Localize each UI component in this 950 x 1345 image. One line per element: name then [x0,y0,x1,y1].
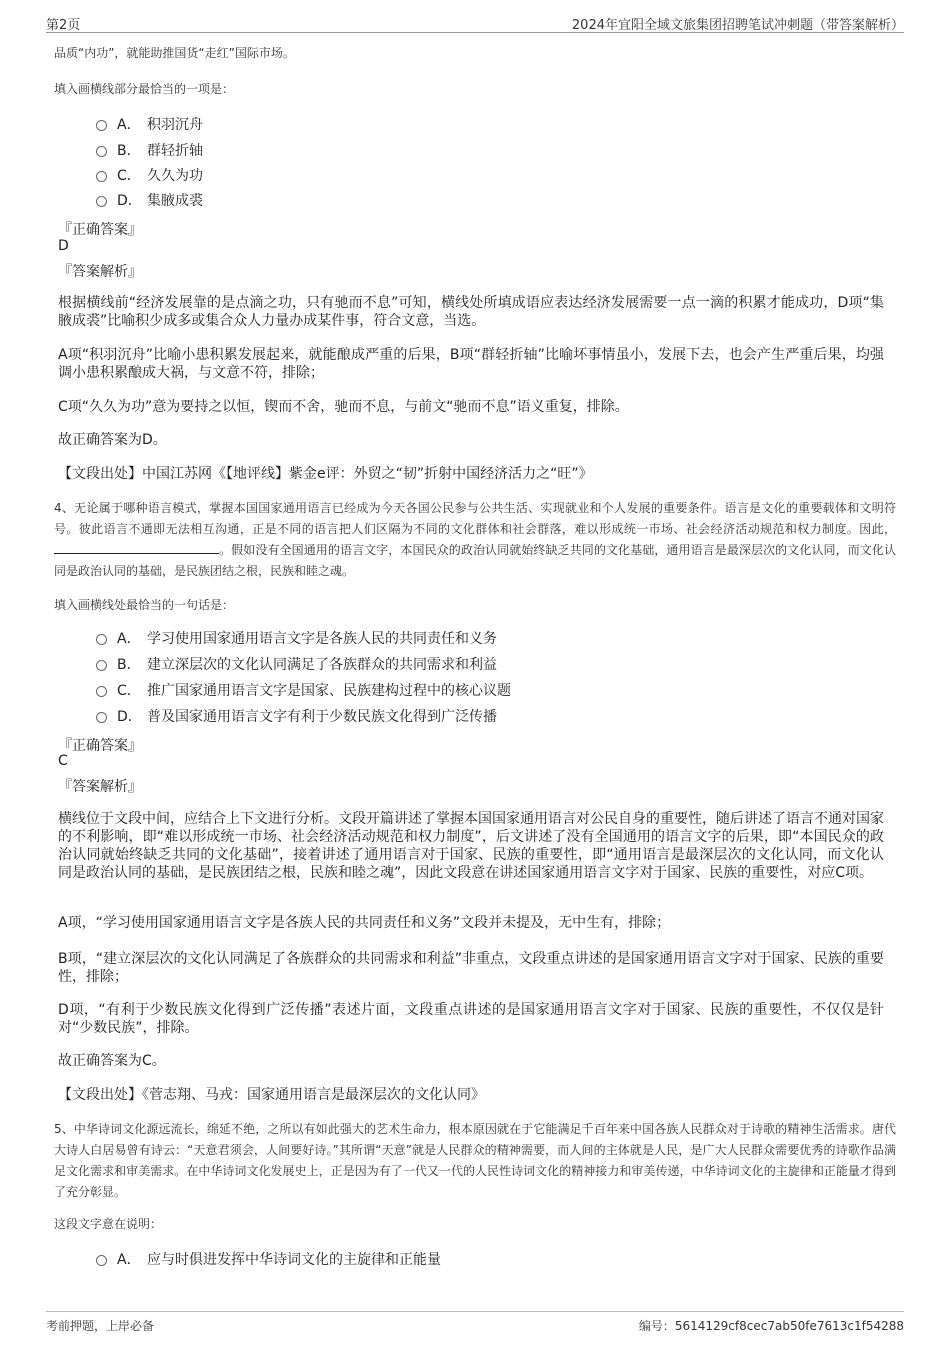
radio-icon[interactable] [96,712,107,723]
q3-source: 【文段出处】中国江苏网《【地评线】紫金e评：外贸之“韧”折射中国经济活力之“旺”》 [58,466,593,482]
q4-option-c[interactable]: C． 推广国家通用语言文字是国家、民族建构过程中的核心议题 [96,680,511,700]
q4-stem: 4、无论属于哪种语言模式，掌握本国国家通用语言已经成为今天各国公民参与公共生活、实现就业和个人发展的重要条件。语言是文化的重要载体和文明符号。彼此语言不通即无法相互沟通，正是不同的语言把人们区隔为不同的文化群体和社会群落，难以形成统一市场、社会经济活动规范和权力制度。因此，。假如没有全国通用的语言文字，本国民众的政治认同就始终缺乏共同的文化基础，通用语言是最深层次的文化认同，而文化认同是政治认同的基础，是民族团结之根，民族和睦之魂。 [54,501,896,578]
radio-icon[interactable] [96,196,107,207]
q4-answer-label: 『正确答案』 [58,738,142,754]
radio-icon[interactable] [96,146,107,157]
fill-blank [54,541,219,554]
q3-analysis-p4: 故正确答案为D。 [58,432,167,448]
radio-icon[interactable] [96,171,107,182]
q4-prompt: 填入画横线处最恰当的一句话是： [54,598,235,612]
q3-analysis-p2: A项“积羽沉舟”比喻小患积累发展起来，就能酿成严重的后果，B项“群轻折轴”比喻坏事情虽小，发展下去，也会产生严重后果，均强调小患积累酿成大祸，与文意不符，排除； [58,347,884,381]
document-id: 编号：5614129cf8cec7ab50fe7613c1f54288 [638,1319,904,1333]
q3-analysis-p3: C项“久久为功”意为要持之以恒，锲而不舍，驰而不息，与前文“驰而不息”语义重复，排除。 [58,399,629,415]
q3-option-a[interactable]: A． 积羽沉舟 [96,114,203,134]
q5-stem: 5、中华诗词文化源远流长，绵延不绝，之所以有如此强大的艺术生命力，根本原因就在于它能满足千百年来中国各族人民群众对于诗歌的精神生活需求。唐代大诗人白居易曾有诗云：“天意君须会，人间要好诗。”其所谓“天意”就是人民群众的精神需要，而人间的主体就是人民，是广大人民群众需要优秀的诗歌作品满足文化需求和审美需求。在中华诗词文化发展史上，正是因为有了一代又一代的人民性诗词文化的精神接力和审美传递，中华诗词文化的主旋律和正能量才得到了充分彰显。 [54,1122,896,1199]
radio-icon[interactable] [96,120,107,131]
q5-prompt: 这段文字意在说明： [54,1217,163,1231]
q3-option-d[interactable]: D． 集腋成裘 [96,190,203,210]
previous-stem-fragment: 品质“内功”，就能助推国货“走红”国际市场。 [54,46,295,60]
q4-analysis-p1: 横线位于文段中间，应结合上下文进行分析。文段开篇讲述了掌握本国国家通用语言对公民自身的重要性，随后讲述了语言不通对国家的不利影响，即“难以形成统一市场、社会经济活动规范和权力制度”，后文讲述了没有全国通用的语言文字的后果，即“本国民众的政治认同就始终缺乏共同的文化基础”，接着讲述了通用语言对于国家、民族的重要性，即“通用语言是最深层次的文化认同，而文化认同是政治认同的基础，是民族团结之根，民族和睦之魂”，因此文段意在讲述国家通用语言文字对于国家、民族的重要性，对应C项。 [58,811,884,881]
q4-analysis-p5: 故正确答案为C。 [58,1053,166,1069]
q4-analysis-label: 『答案解析』 [58,779,142,795]
q3-answer-label: 『正确答案』 [58,222,142,238]
radio-icon[interactable] [96,634,107,645]
q4-answer: C [58,753,68,769]
radio-icon[interactable] [96,686,107,697]
q4-analysis-p3: B项，“建立深层次的文化认同满足了各族群众的共同需求和利益”非重点，文段重点讲述的是国家通用语言文字对于国家、民族的重要性，排除； [58,951,884,985]
page-header [46,10,904,33]
q4-analysis-p4: D项，“有利于少数民族文化得到广泛传播”表述片面，文段重点讲述的是国家通用语言文字对于国家、民族的重要性，不仅仅是针对“少数民族”，排除。 [58,1002,884,1036]
q3-answer: D [58,238,69,254]
page-number: 第2页 [46,18,81,33]
q3-option-c[interactable]: C． 久久为功 [96,165,203,185]
q3-analysis-label: 『答案解析』 [58,264,142,280]
q5-option-a[interactable]: A． 应与时俱进发挥中华诗词文化的主旋律和正能量 [96,1249,441,1269]
document-title: 2024年宜阳全域文旅集团招聘笔试冲刺题（带答案解析） [571,18,904,33]
radio-icon[interactable] [96,1255,107,1266]
q4-option-a[interactable]: A． 学习使用国家通用语言文字是各族人民的共同责任和义务 [96,628,497,648]
q4-option-d[interactable]: D． 普及国家通用语言文字有利于少数民族文化得到广泛传播 [96,706,497,726]
q3-option-b[interactable]: B． 群轻折轴 [96,140,203,160]
radio-icon[interactable] [96,660,107,671]
q3-prompt: 填入画横线部分最恰当的一项是： [54,82,235,96]
q4-option-b[interactable]: B． 建立深层次的文化认同满足了各族群众的共同需求和利益 [96,654,497,674]
page-footer [46,1311,904,1338]
footer-slogan: 考前押题，上岸必备 [46,1319,155,1333]
q3-analysis-p1: 根据横线前“经济发展靠的是点滴之功，只有驰而不息”可知，横线处所填成语应表达经济发展需要一点一滴的积累才能成功，D项“集腋成裘”比喻积少成多或集合众人力量办成某件事，符合文意，当选。 [58,295,884,329]
q4-analysis-p2: A项，“学习使用国家通用语言文字是各族人民的共同责任和义务”文段并未提及，无中生有，排除； [58,915,671,931]
q4-source: 【文段出处】《菅志翔、马戎：国家通用语言是最深层次的文化认同》 [58,1087,485,1103]
